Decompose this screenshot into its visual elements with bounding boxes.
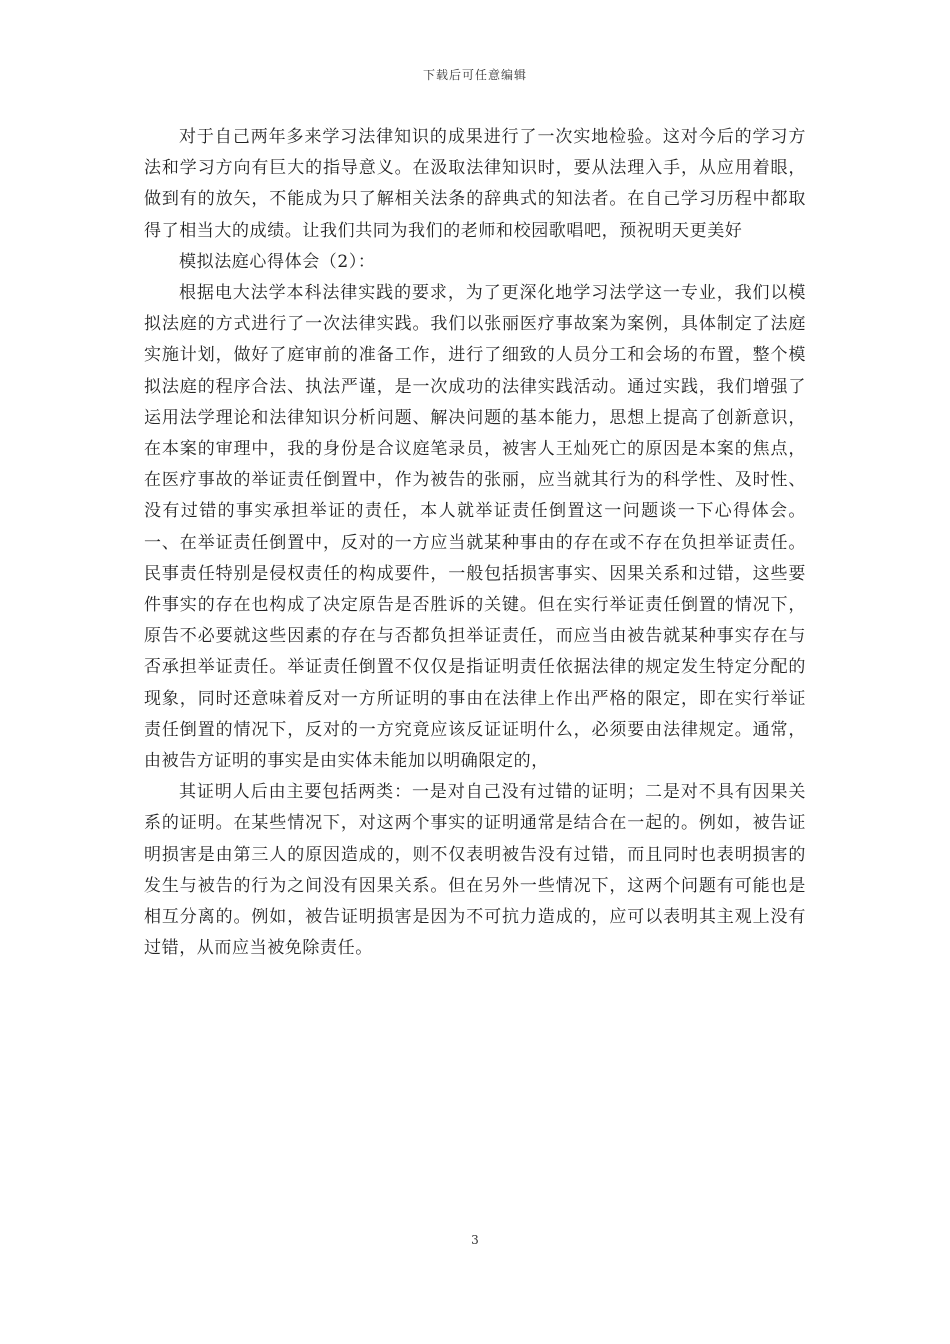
section-heading: 模拟法庭心得体会（2）： — [179, 251, 376, 272]
page-number: 3 — [471, 1233, 479, 1247]
paragraph-main: 根据电大法学本科法律实践的要求，为了更深化地学习法学这一专业，我们以模拟法庭的方式进行了一次法律实践。我们以张丽医疗事故案为案例，具体制定了法庭实施计划，做好了庭审前的准备工作，进行了细致的人员分工和会场的布置，整个模拟法庭的程序合法、执法严谨，是一次成功的法律实践活动。通过实践，我们增强了运用法学理论和法律知识分析问题、解决问题的基本能力，思想上提高了创新意识，在本案的审理中，我的身份是合议庭笔录员，被害人王灿死亡的原因是本案的焦点，在医疗事故的举证责任倒置中，作为被告的张丽，应当就其行为的科学性、及时性、没有过错的事实承担举证的责任，本人就举证责任倒置这一问题谈一下心得体会。一、在举证责任倒置中，反对的一方应当就某种事由的存在或不存在负担举证责任。民事责任特别是侵权责任的构成要件，一般包括损害事实、因果关系和过错，这些要件事实的存在也构成了决定原告是否胜诉的关键。但在实行举证责任倒置的情况下，原告不必要就这些因素的存在与否都负担举证责任，而应当由被告就某种事实存在与否承担举证责任。举证责任倒置不仅仅是指证明责任依据法律的规定发生特定分配的现象，同时还意味着反对一方所证明的事由在法律上作出严格的限定，即在实行举证责任倒置的情况下，反对的一方究竟应该反证证明什么，必须要由法律规定。通常，由被告方证明的事实是由实体未能加以明确限定的， — [144, 283, 806, 772]
paragraph-continuation: 对于自己两年多来学习法律知识的成果进行了一次实地检验。这对今后的学习方法和学习方向有巨大的指导意义。在汲取法律知识时，要从法理入手，从应用着眼，做到有的放矢，不能成为只了解相关法条的辞典式的知法者。在自己学习历程中都取得了相当大的成绩。让我们共同为我们的老师和校园歌唱吧，预祝明天更美好 — [144, 127, 806, 241]
document-body — [144, 122, 806, 964]
paragraph-closing: 其证明人后由主要包括两类：一是对自己没有过错的证明；二是对不具有因果关系的证明。在某些情况下，对这两个事实的证明通常是结合在一起的。例如，被告证明损害是由第三人的原因造成的，则不仅表明被告没有过错，而且同时也表明损害的发生与被告的行为之间没有因果关系。但在另外一些情况下，这两个问题有可能也是相互分离的。例如，被告证明损害是因为不可抗力造成的，应可以表明其主观上没有过错，从而应当被免除责任。 — [144, 782, 806, 959]
page-header: 下载后可任意编辑 — [422, 68, 527, 82]
